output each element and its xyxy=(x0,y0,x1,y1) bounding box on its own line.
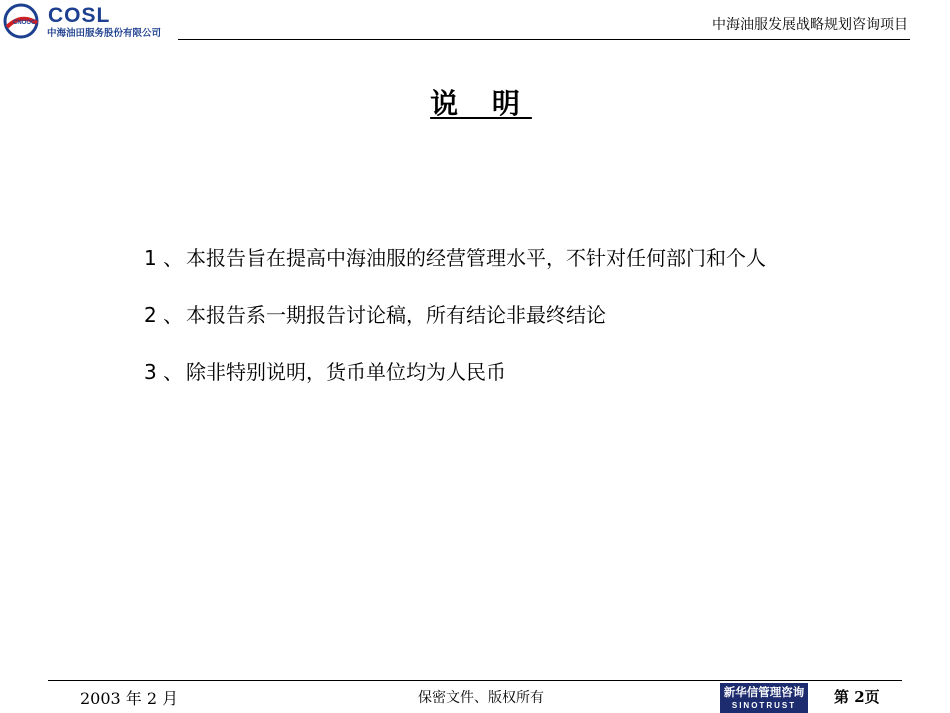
note-item xyxy=(144,242,784,275)
footer-confidential: 保密文件、版权所有 xyxy=(418,690,544,706)
header-divider xyxy=(178,39,910,40)
footer-date: 2003 年 2 月 xyxy=(80,689,179,708)
note-number: 2 、 xyxy=(144,303,184,327)
sinotrust-logo-en: SINOTRUST xyxy=(731,701,797,710)
sinotrust-logo-cn: 新华信管理咨询 xyxy=(723,685,805,699)
note-text: 除非特别说明，货币单位均为人民币 xyxy=(186,360,506,384)
page-number: 第 2页 xyxy=(834,688,880,706)
page-title xyxy=(0,82,950,122)
notes-list xyxy=(144,242,784,413)
note-text: 本报告系一期报告讨论稿，所有结论非最终结论 xyxy=(186,303,606,327)
note-item xyxy=(144,356,784,389)
cnooc-logo-icon xyxy=(3,3,43,39)
note-number: 3 、 xyxy=(144,360,184,384)
note-number: 1 、 xyxy=(144,246,184,270)
logo-mark-text: CNOOC xyxy=(13,20,36,26)
note-item xyxy=(144,299,784,332)
logo-wordmark: COSL xyxy=(48,4,111,27)
footer-divider xyxy=(48,680,902,681)
company-logo xyxy=(3,3,183,41)
note-text: 本报告旨在提高中海油服的经营管理水平，不针对任何部门和个人 xyxy=(186,246,766,270)
logo-company-name: 中海油田服务股份有限公司 xyxy=(47,28,162,39)
sinotrust-logo xyxy=(720,683,808,713)
project-title: 中海油服发展战略规划咨询项目 xyxy=(712,17,908,33)
page-title-text: 说 明 xyxy=(430,87,532,120)
